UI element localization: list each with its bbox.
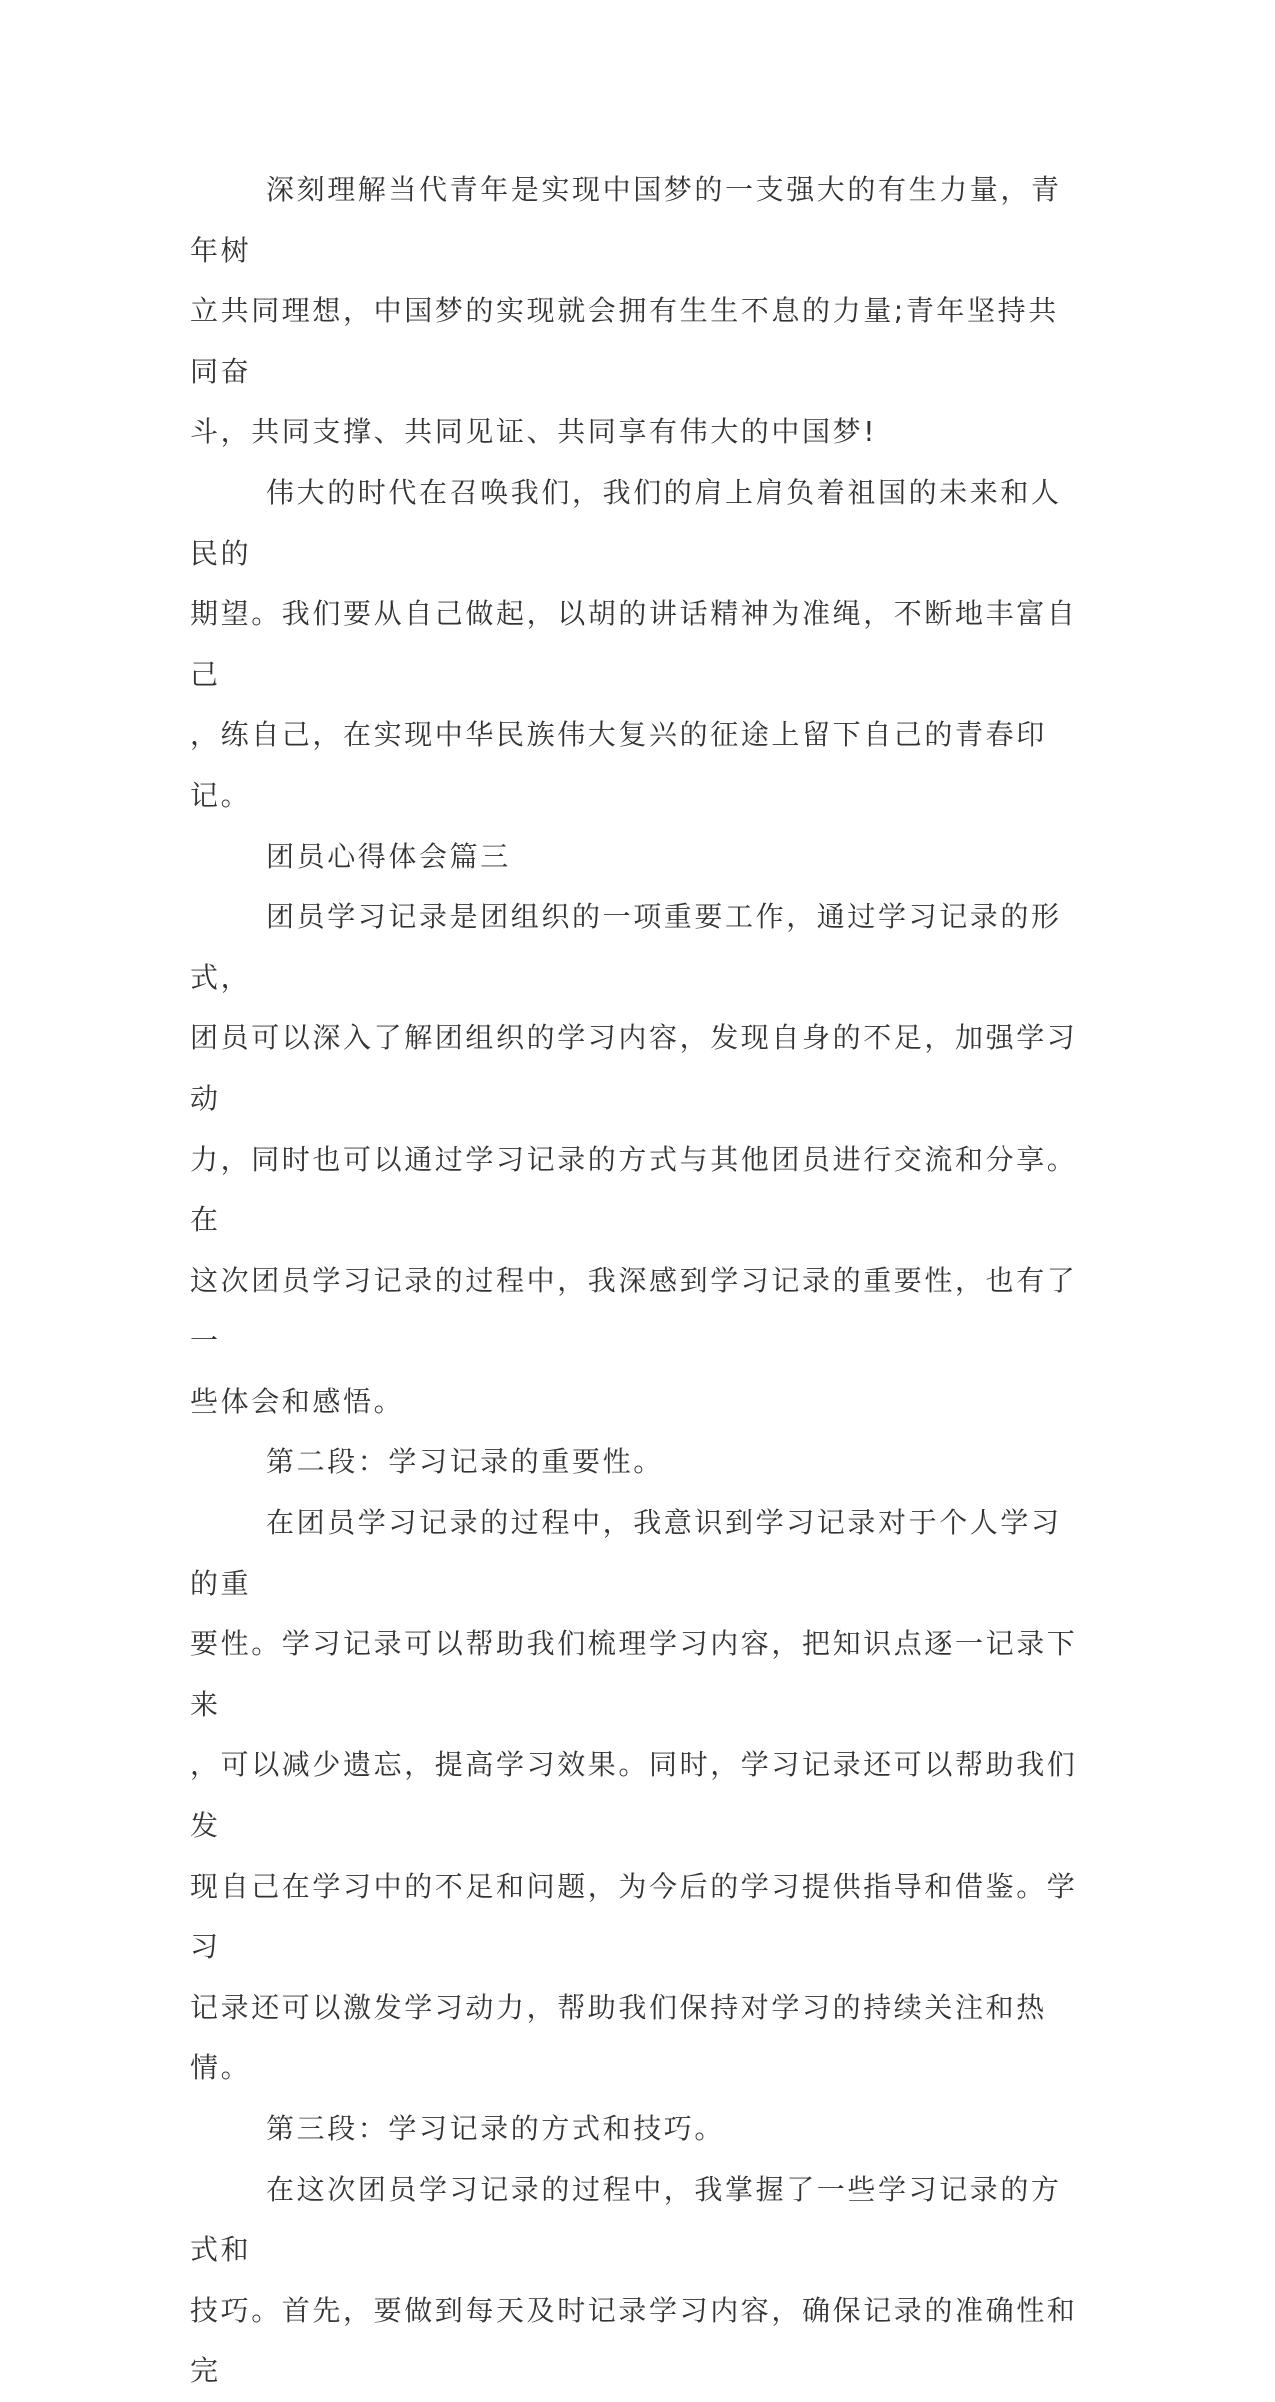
paragraph-2: 伟大的时代在召唤我们，我们的肩上肩负着祖国的未来和人民的 期望。我们要从自己做起，以胡的讲话精神为准绳，不断地丰富自己 ，练自己，在实现中华民族伟大复兴的征途上留下自己的青春印记。 [190, 475, 1078, 812]
paragraph-5: 在这次团员学习记录的过程中，我掌握了一些学习记录的方式和 技巧。首先，要做到每天及时记录学习内容，确保记录的准确性和完 [190, 2172, 1078, 2388]
subsection-heading-2: 第二段：学习记录的重要性。 [266, 1445, 664, 1479]
subsection-heading-3: 第三段：学习记录的方式和技巧。 [266, 2112, 726, 2145]
document-body [190, 160, 1080, 2402]
paragraph-4: 在团员学习记录的过程中，我意识到学习记录对于个人学习的重 要性。学习记录可以帮助我们梳理学习内容，把知识点逐一记录下来 ，可以减少遗忘，提高学习效果。同时，学习记录还可以帮助我们发 现自己在学习中的不足和问题，为今后的学习提供指导和借鉴。学习 记录还可以激发学习动力，帮助我们保持对学习的持续关注和热情。 [190, 1506, 1078, 2085]
paragraph-1: 深刻理解当代青年是实现中国梦的一支强大的有生力量，青年树 立共同理想，中国梦的实现就会拥有生生不息的力量;青年坚持共同奋 斗，共同支撑、共同见证、共同享有伟大的中国梦! [190, 173, 1062, 449]
section-heading: 团员心得体会篇三 [266, 839, 511, 873]
paragraph-3: 团员学习记录是团组织的一项重要工作，通过学习记录的形式， 团员可以深入了解团组织的学习内容，发现自身的不足，加强学习动 力，同时也可以通过学习记录的方式与其他团员进行交流和分享。在 这次团员学习记录的过程中，我深感到学习记录的重要性，也有了一 些体会和感悟。 [190, 900, 1078, 1418]
